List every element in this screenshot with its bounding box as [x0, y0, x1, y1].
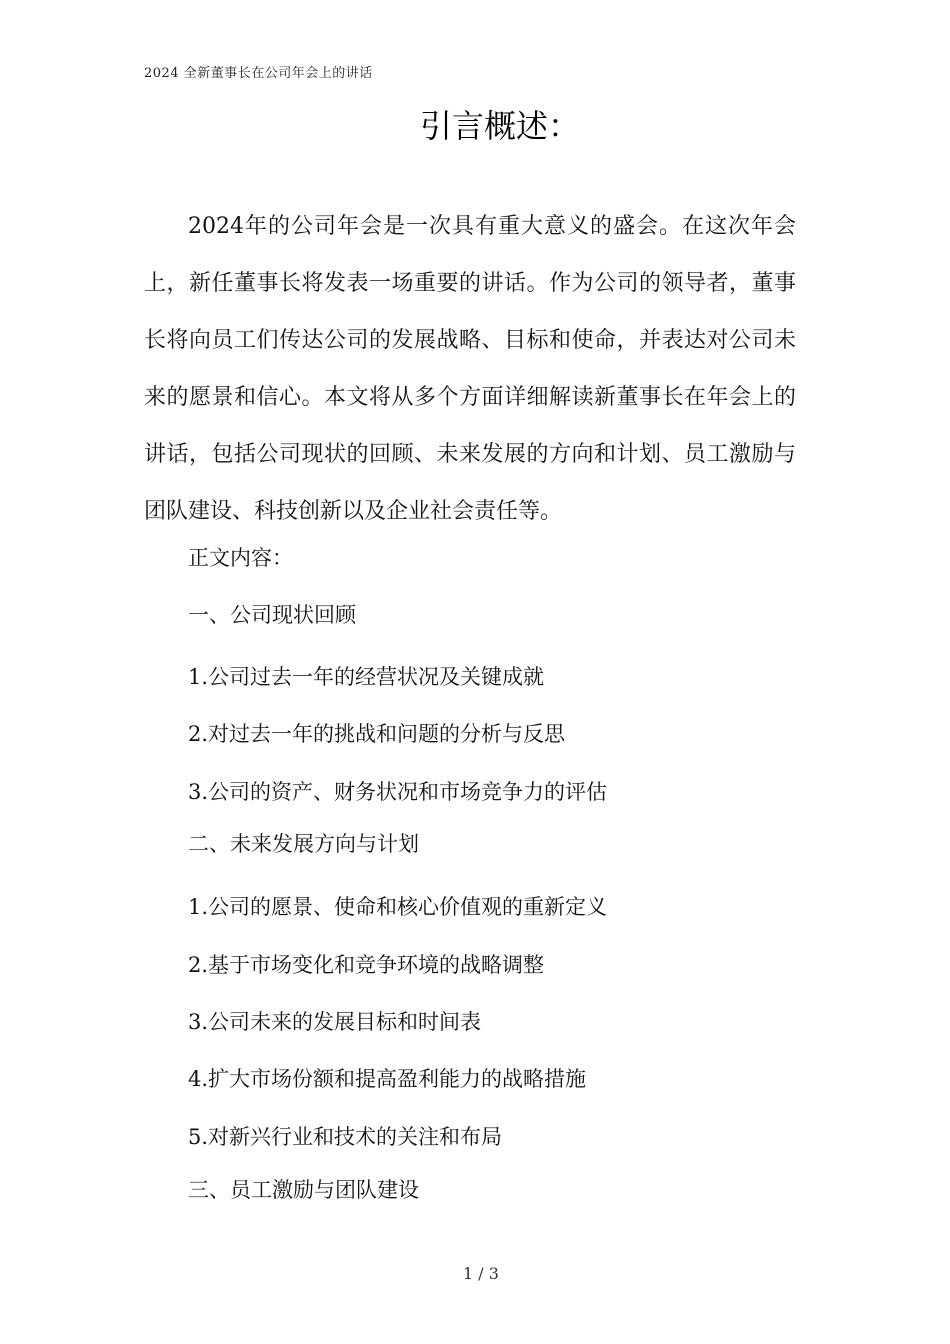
list-item: 3.公司未来的发展目标和时间表: [188, 1010, 482, 1034]
list-item: 2.基于市场变化和竞争环境的战略调整: [188, 953, 545, 977]
list-item: 4.扩大市场份额和提高盈利能力的战略措施: [188, 1067, 587, 1091]
running-header: 2024 全新董事长在公司年会上的讲话: [144, 66, 373, 81]
page-title: 引言概述：: [419, 107, 580, 145]
page-number: 1 / 3: [463, 1264, 499, 1283]
list-item: 1.公司过去一年的经营状况及关键成就: [188, 665, 545, 689]
section-heading-2: 二、未来发展方向与计划: [188, 832, 419, 856]
list-item: 2.对过去一年的挑战和问题的分析与反思: [188, 722, 566, 746]
list-item: 3.公司的资产、财务状况和市场竞争力的评估: [188, 780, 608, 804]
section-heading-3: 三、员工激励与团队建设: [188, 1178, 419, 1202]
list-item: 1.公司的愿景、使命和核心价值观的重新定义: [188, 895, 608, 919]
intro-paragraph: 2024年的公司年会是一次具有重大意义的盛会。在这次年会上，新任董事长将发表一场重要的讲话。作为公司的领导者，董事长将向员工们传达公司的发展战略、目标和使命，并表达对公司未来的愿景和信心。本文将从多个方面详细解读新董事长在年会上的讲话，包括公司现状的回顾、未来发展的方向和计划、员工激励与团队建设、科技创新以及企业社会责任等。: [144, 214, 796, 524]
section-heading-1: 一、公司现状回顾: [188, 603, 356, 627]
body-label: 正文内容：: [188, 546, 293, 570]
list-item: 5.对新兴行业和技术的关注和布局: [188, 1125, 503, 1149]
